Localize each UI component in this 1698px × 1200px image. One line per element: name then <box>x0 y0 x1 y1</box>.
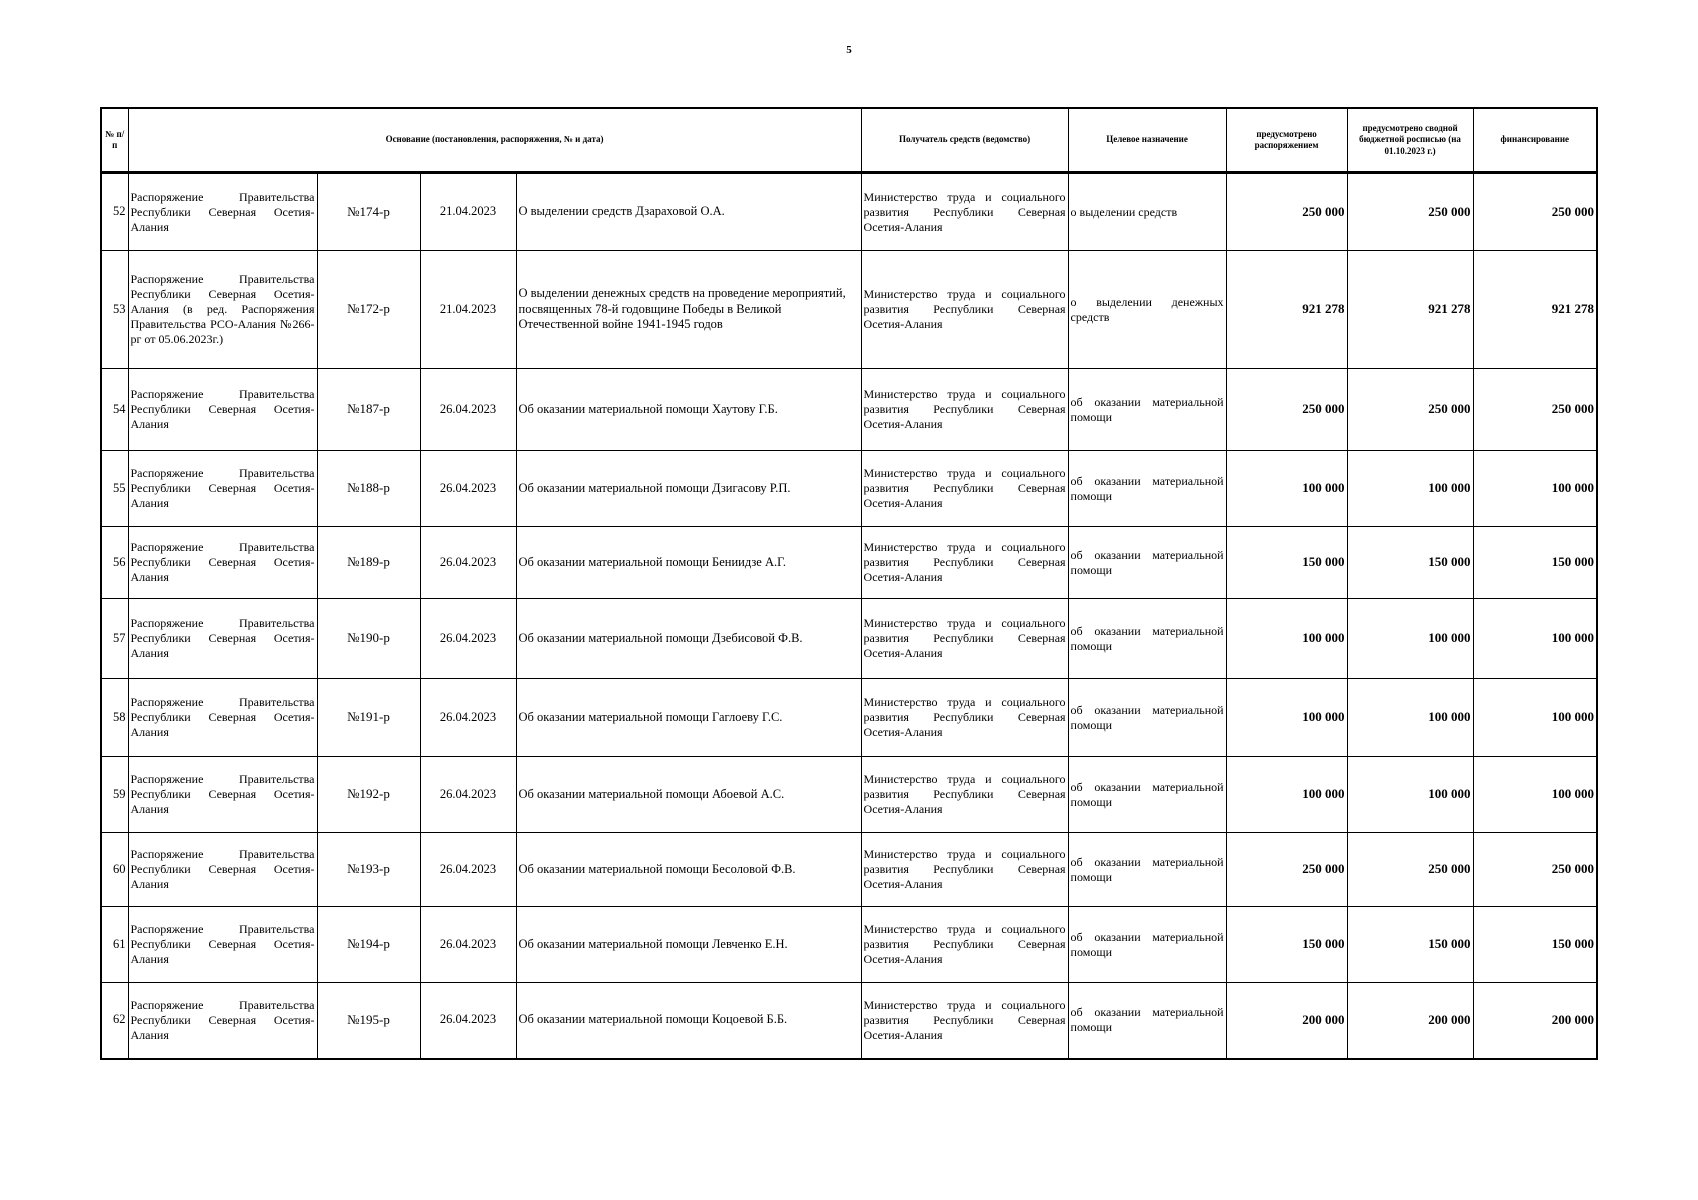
row-recipient: Министерство труда и социального развития Республики Северная Осетия-Алания <box>861 833 1068 907</box>
row-recipient: Министерство труда и социального развития Республики Северная Осетия-Алания <box>861 907 1068 983</box>
row-content: Об оказании материальной помощи Абоевой А.С. <box>516 757 861 833</box>
row-planned-amount: 250 000 <box>1226 173 1347 251</box>
row-date: 26.04.2023 <box>420 679 516 757</box>
row-planned-amount: 100 000 <box>1226 679 1347 757</box>
row-recipient: Министерство труда и социального развития Республики Северная Осетия-Алания <box>861 251 1068 369</box>
table-header-row <box>101 108 1597 173</box>
table-row <box>101 757 1597 833</box>
row-financing-amount: 150 000 <box>1473 527 1597 599</box>
row-budget-amount: 150 000 <box>1347 907 1473 983</box>
row-date: 26.04.2023 <box>420 757 516 833</box>
row-financing-amount: 200 000 <box>1473 983 1597 1059</box>
row-planned-amount: 200 000 <box>1226 983 1347 1059</box>
row-budget-amount: 250 000 <box>1347 833 1473 907</box>
row-financing-amount: 921 278 <box>1473 251 1597 369</box>
row-basis: Распоряжение Правительства Республики Северная Осетия-Алания <box>128 757 317 833</box>
row-financing-amount: 100 000 <box>1473 757 1597 833</box>
row-financing-amount: 100 000 <box>1473 599 1597 679</box>
row-number: 54 <box>101 369 128 451</box>
row-recipient: Министерство труда и социального развития Республики Северная Осетия-Алания <box>861 173 1068 251</box>
row-date: 26.04.2023 <box>420 833 516 907</box>
row-planned-amount: 100 000 <box>1226 599 1347 679</box>
row-basis: Распоряжение Правительства Республики Северная Осетия-Алания <box>128 369 317 451</box>
row-financing-amount: 100 000 <box>1473 451 1597 527</box>
row-doc-number: №191-р <box>317 679 420 757</box>
row-doc-number: №188-р <box>317 451 420 527</box>
table-row <box>101 251 1597 369</box>
table-row <box>101 679 1597 757</box>
row-date: 26.04.2023 <box>420 369 516 451</box>
row-budget-amount: 100 000 <box>1347 599 1473 679</box>
row-budget-amount: 100 000 <box>1347 679 1473 757</box>
row-purpose: о выделении средств <box>1068 173 1226 251</box>
row-date: 21.04.2023 <box>420 173 516 251</box>
row-financing-amount: 250 000 <box>1473 173 1597 251</box>
row-doc-number: №192-р <box>317 757 420 833</box>
row-content: Об оказании материальной помощи Гаглоеву Г.С. <box>516 679 861 757</box>
header-planned: предусмотрено распоряжением <box>1226 108 1347 173</box>
row-content: О выделении денежных средств на проведение мероприятий, посвященных 78-й годовщине Победы в Великой Отечественной войне 1941-1945 годов <box>516 251 861 369</box>
row-doc-number: №172-р <box>317 251 420 369</box>
row-planned-amount: 250 000 <box>1226 369 1347 451</box>
row-content: Об оказании материальной помощи Бесоловой Ф.В. <box>516 833 861 907</box>
row-purpose: о выделении денежных средств <box>1068 251 1226 369</box>
row-planned-amount: 150 000 <box>1226 527 1347 599</box>
row-basis: Распоряжение Правительства Республики Северная Осетия-Алания <box>128 599 317 679</box>
row-basis: Распоряжение Правительства Республики Северная Осетия-Алания <box>128 451 317 527</box>
row-content: Об оказании материальной помощи Левченко Е.Н. <box>516 907 861 983</box>
row-content: О выделении средств Дзараховой О.А. <box>516 173 861 251</box>
row-recipient: Министерство труда и социального развития Республики Северная Осетия-Алания <box>861 527 1068 599</box>
row-date: 26.04.2023 <box>420 451 516 527</box>
row-content: Об оказании материальной помощи Бениидзе А.Г. <box>516 527 861 599</box>
table-row <box>101 369 1597 451</box>
row-planned-amount: 250 000 <box>1226 833 1347 907</box>
table-row <box>101 173 1597 251</box>
header-financing: финансирование <box>1473 108 1597 173</box>
row-recipient: Министерство труда и социального развития Республики Северная Осетия-Алания <box>861 369 1068 451</box>
row-planned-amount: 100 000 <box>1226 451 1347 527</box>
row-financing-amount: 250 000 <box>1473 369 1597 451</box>
row-purpose: об оказании материальной помощи <box>1068 757 1226 833</box>
row-budget-amount: 150 000 <box>1347 527 1473 599</box>
row-date: 26.04.2023 <box>420 907 516 983</box>
row-financing-amount: 100 000 <box>1473 679 1597 757</box>
row-date: 26.04.2023 <box>420 983 516 1059</box>
row-content: Об оказании материальной помощи Хаутову Г.Б. <box>516 369 861 451</box>
row-recipient: Министерство труда и социального развития Республики Северная Осетия-Алания <box>861 599 1068 679</box>
row-doc-number: №195-р <box>317 983 420 1059</box>
row-doc-number: №194-р <box>317 907 420 983</box>
row-budget-amount: 200 000 <box>1347 983 1473 1059</box>
row-content: Об оказании материальной помощи Дзебисовой Ф.В. <box>516 599 861 679</box>
row-number: 55 <box>101 451 128 527</box>
row-content: Об оказании материальной помощи Коцоевой Б.Б. <box>516 983 861 1059</box>
row-planned-amount: 150 000 <box>1226 907 1347 983</box>
page-number: 5 <box>846 44 852 56</box>
row-recipient: Министерство труда и социального развития Республики Северная Осетия-Алания <box>861 757 1068 833</box>
row-doc-number: №174-р <box>317 173 420 251</box>
row-number: 56 <box>101 527 128 599</box>
row-number: 59 <box>101 757 128 833</box>
row-purpose: об оказании материальной помощи <box>1068 451 1226 527</box>
row-budget-amount: 100 000 <box>1347 451 1473 527</box>
financing-table <box>100 107 1598 1060</box>
table-row <box>101 527 1597 599</box>
table-row <box>101 907 1597 983</box>
row-purpose: об оказании материальной помощи <box>1068 527 1226 599</box>
row-purpose: об оказании материальной помощи <box>1068 983 1226 1059</box>
row-budget-amount: 250 000 <box>1347 173 1473 251</box>
header-basis: Основание (постановления, распоряжения, № и дата) <box>128 108 861 173</box>
row-number: 53 <box>101 251 128 369</box>
row-basis: Распоряжение Правительства Республики Северная Осетия-Алания <box>128 833 317 907</box>
row-basis: Распоряжение Правительства Республики Северная Осетия-Алания <box>128 907 317 983</box>
row-financing-amount: 150 000 <box>1473 907 1597 983</box>
row-purpose: об оказании материальной помощи <box>1068 833 1226 907</box>
row-planned-amount: 100 000 <box>1226 757 1347 833</box>
row-purpose: об оказании материальной помощи <box>1068 369 1226 451</box>
row-basis: Распоряжение Правительства Республики Северная Осетия-Алания <box>128 527 317 599</box>
row-number: 57 <box>101 599 128 679</box>
header-num: № п/п <box>101 108 128 173</box>
row-basis: Распоряжение Правительства Республики Северная Осетия-Алания (в ред. Распоряжения Правительства РСО-Алания №266-рг от 05.06.2023г.) <box>128 251 317 369</box>
row-basis: Распоряжение Правительства Республики Северная Осетия-Алания <box>128 679 317 757</box>
row-financing-amount: 250 000 <box>1473 833 1597 907</box>
row-number: 60 <box>101 833 128 907</box>
row-budget-amount: 921 278 <box>1347 251 1473 369</box>
row-number: 52 <box>101 173 128 251</box>
table-row <box>101 451 1597 527</box>
row-doc-number: №193-р <box>317 833 420 907</box>
row-date: 26.04.2023 <box>420 599 516 679</box>
row-recipient: Министерство труда и социального развития Республики Северная Осетия-Алания <box>861 983 1068 1059</box>
row-date: 26.04.2023 <box>420 527 516 599</box>
row-doc-number: №189-р <box>317 527 420 599</box>
table-row <box>101 833 1597 907</box>
header-recipient: Получатель средств (ведомство) <box>861 108 1068 173</box>
row-recipient: Министерство труда и социального развития Республики Северная Осетия-Алания <box>861 451 1068 527</box>
row-purpose: об оказании материальной помощи <box>1068 679 1226 757</box>
row-doc-number: №187-р <box>317 369 420 451</box>
row-basis: Распоряжение Правительства Республики Северная Осетия-Алания <box>128 983 317 1059</box>
row-date: 21.04.2023 <box>420 251 516 369</box>
header-budget: предусмотрено сводной бюджетной росписью (на 01.10.2023 г.) <box>1347 108 1473 173</box>
row-purpose: об оказании материальной помощи <box>1068 599 1226 679</box>
row-number: 58 <box>101 679 128 757</box>
row-number: 61 <box>101 907 128 983</box>
row-basis: Распоряжение Правительства Республики Северная Осетия-Алания <box>128 173 317 251</box>
row-budget-amount: 100 000 <box>1347 757 1473 833</box>
row-budget-amount: 250 000 <box>1347 369 1473 451</box>
row-planned-amount: 921 278 <box>1226 251 1347 369</box>
row-recipient: Министерство труда и социального развития Республики Северная Осетия-Алания <box>861 679 1068 757</box>
row-doc-number: №190-р <box>317 599 420 679</box>
table-row <box>101 983 1597 1059</box>
row-purpose: об оказании материальной помощи <box>1068 907 1226 983</box>
header-purpose: Целевое назначение <box>1068 108 1226 173</box>
table-row <box>101 599 1597 679</box>
row-number: 62 <box>101 983 128 1059</box>
row-content: Об оказании материальной помощи Дзигасову Р.П. <box>516 451 861 527</box>
